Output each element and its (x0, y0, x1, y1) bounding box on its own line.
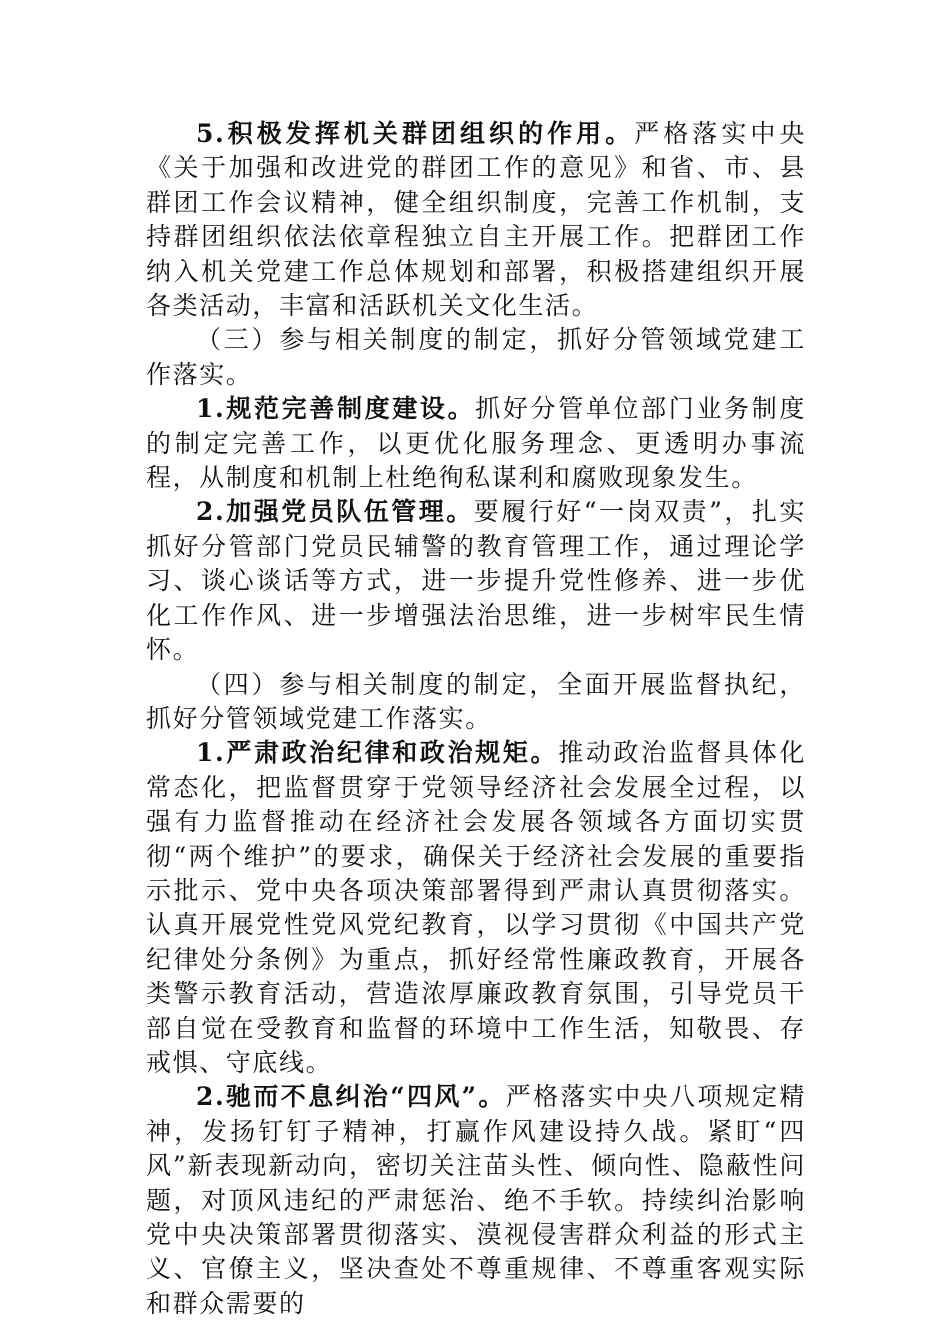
paragraph-heading: 2.驰而不息纠治“四风”。 (196, 1082, 506, 1112)
section-heading-three (146, 323, 806, 392)
paragraph-heading: 2.加强党员队伍管理。 (196, 497, 474, 527)
paragraph-heading: 1.规范完善制度建设。 (196, 394, 476, 424)
section-heading-four (146, 668, 806, 737)
paragraph-body: 推动政治监督具体化常态化，把监督贯穿于党领导经济社会发展全过程，以强有力监督推动在经济社会发展各领域各方面切实贯彻“两个维护”的要求，确保关于经济社会发展的重要指示批示、党中央各项决策部署得到严肃认真贯彻落实。认真开展党性党风党纪教育，以学习贯彻《中国共产党纪律处分条例》为重点，抓好经常性廉政教育，开展各类警示教育活动，营造浓厚廉政教育氛围，引导党员干部自觉在受教育和监督的环境中工作生活，知敬畏、存戒惧、守底线。 (146, 738, 807, 1077)
paragraph-system-building (146, 392, 806, 495)
paragraph-group-work (146, 117, 806, 323)
section-heading-text: （三）参与相关制度的制定，抓好分管领域党建工作落实。 (146, 325, 806, 389)
paragraph-body: 要履行好“一岗双责”，扎实抓好分管部门党员民辅警的教育管理工作，通过理论学习、谈心谈话等方式，进一步提升党性修养、进一步优化工作作风、进一步增强法治思维，进一步树牢民生情怀。 (146, 497, 806, 665)
paragraph-political-discipline (146, 736, 806, 1080)
paragraph-heading: 5.积极发挥机关群团组织的作用。 (196, 119, 635, 148)
paragraph-four-styles (146, 1080, 806, 1321)
paragraph-member-management (146, 495, 806, 667)
paragraph-body: 抓好分管单位部门业务制度的制定完善工作，以更优化服务理念、更透明办事流程，从制度和机制上杜绝徇私谋利和腐败现象发生。 (146, 394, 807, 493)
paragraph-heading: 1.严肃政治纪律和政治规矩。 (196, 738, 559, 768)
paragraph-body: 严格落实中央《关于加强和改进党的群团工作的意见》和省、市、县群团工作会议精神，健全组织制度，完善工作机制，支持群团组织依法依章程独立自主开展工作。把群团工作纳入机关党建工作总体规划和部署，积极搭建组织开展各类活动，丰富和活跃机关文化生活。 (146, 119, 806, 321)
section-heading-text: （四）参与相关制度的制定，全面开展监督执纪，抓好分管领域党建工作落实。 (146, 669, 806, 733)
paragraph-body: 严格落实中央八项规定精神，发扬钉钉子精神，打赢作风建设持久战。紧盯“四风”新表现新动向，密切关注苗头性、倾向性、隐蔽性问题，对顶风违纪的严肃惩治、绝不手软。持续纠治影响党中央决策部署贯彻落实、漠视侵害群众利益的形式主义、官僚主义，坚决查处不尊重规律、不尊重客观实际和群众需要的 (146, 1082, 806, 1318)
document-page (146, 117, 806, 1321)
